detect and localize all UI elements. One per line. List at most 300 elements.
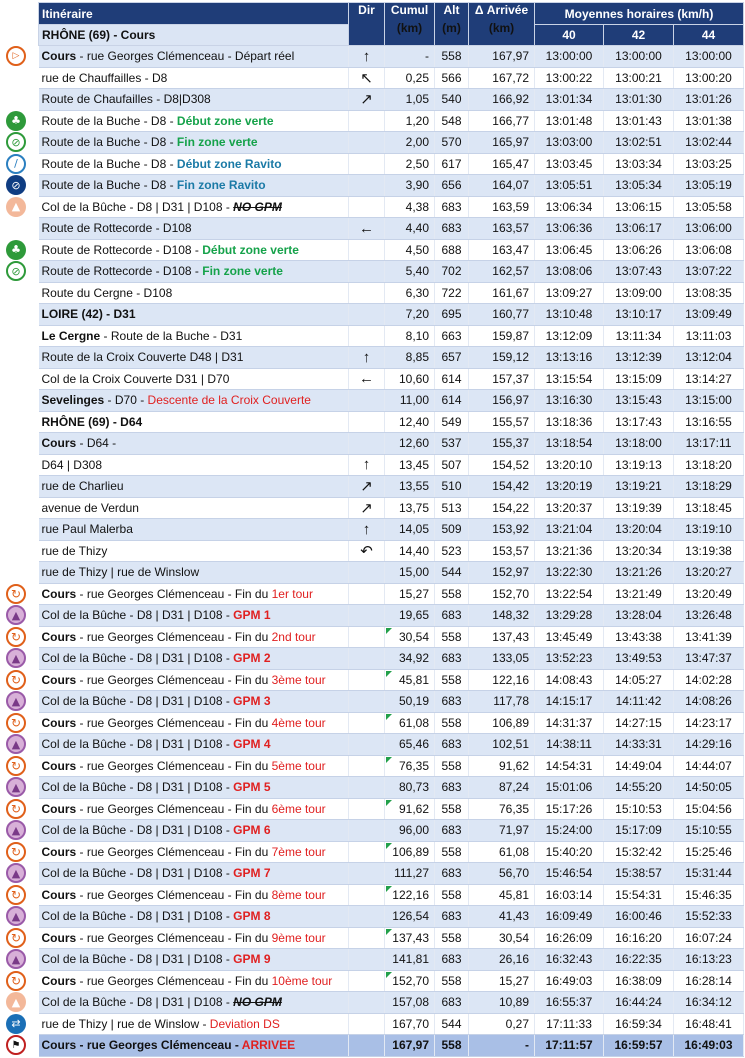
itinerary-text: rue Paul Malerba bbox=[41, 522, 133, 537]
time-40-cell bbox=[535, 691, 604, 713]
altitude-cell bbox=[435, 110, 469, 132]
altitude-cell bbox=[435, 691, 469, 713]
time-42-cell-value: 15:17:09 bbox=[615, 823, 662, 838]
itinerary-text: - rue Georges Clémenceau - Fin du bbox=[76, 715, 272, 730]
arrivee-cell-value: 137,43 bbox=[492, 629, 529, 644]
gpm-icon: ▲ bbox=[6, 734, 26, 754]
time-44-cell bbox=[674, 863, 744, 885]
altitude-cell-value: 683 bbox=[441, 909, 462, 924]
altitude-cell-value: 657 bbox=[441, 350, 462, 365]
arrivee-cell bbox=[469, 153, 535, 175]
itinerary-text: 4ème tour bbox=[271, 715, 326, 730]
time-42-cell bbox=[604, 411, 674, 433]
table-row bbox=[39, 476, 744, 498]
time-42-cell-value: 16:59:34 bbox=[615, 1016, 662, 1031]
time-42-cell bbox=[604, 712, 674, 734]
itinerary-cell bbox=[39, 132, 349, 154]
altitude-cell-value: 614 bbox=[441, 393, 462, 408]
cumul-cell-value: 4,50 bbox=[405, 242, 429, 257]
time-42-cell bbox=[604, 798, 674, 820]
itinerary-cell bbox=[39, 46, 349, 68]
finish-icon: ⚑ bbox=[6, 1035, 26, 1055]
altitude-cell-value: 617 bbox=[441, 156, 462, 171]
time-40-cell bbox=[535, 1013, 604, 1035]
table-row bbox=[39, 175, 744, 197]
direction-cell-value: ↖ bbox=[360, 69, 373, 87]
itinerary-text: Col de la Bûche - D8 | D31 | D108 - bbox=[41, 866, 234, 881]
speed-44-header: 44 bbox=[674, 25, 744, 46]
arrivee-cell-value: 155,57 bbox=[492, 414, 529, 429]
arrivee-cell bbox=[469, 368, 535, 390]
time-44-cell-value: 16:28:14 bbox=[685, 973, 732, 988]
itinerary-text: GPM 1 bbox=[233, 608, 271, 623]
arrivee-cell bbox=[469, 712, 535, 734]
time-40-cell-value: 16:55:37 bbox=[545, 995, 593, 1010]
time-40-cell bbox=[535, 411, 604, 433]
altitude-cell bbox=[435, 476, 469, 498]
itinerary-text: Début zone Ravito bbox=[176, 156, 282, 171]
arrivee-cell-value: 164,07 bbox=[492, 178, 529, 193]
time-44-cell bbox=[674, 368, 744, 390]
altitude-cell bbox=[435, 863, 469, 885]
altitude-cell bbox=[435, 562, 469, 584]
cumul-cell bbox=[385, 175, 435, 197]
time-40-cell bbox=[535, 755, 604, 777]
altitude-cell bbox=[435, 970, 469, 992]
cumul-cell-value: 12,40 bbox=[398, 414, 429, 429]
cumul-cell-value: 30,54 bbox=[398, 629, 429, 644]
time-40-cell bbox=[535, 798, 604, 820]
cumul-cell-value: 4,40 bbox=[405, 221, 429, 236]
arrivee-cell-value: 45,81 bbox=[498, 887, 529, 902]
time-42-cell bbox=[604, 1013, 674, 1035]
direction-cell bbox=[349, 949, 385, 971]
direction-cell bbox=[349, 196, 385, 218]
time-40-cell-value: 13:20:19 bbox=[545, 479, 593, 494]
arrivee-cell bbox=[469, 519, 535, 541]
time-44-cell bbox=[674, 562, 744, 584]
altitude-cell-value: 702 bbox=[441, 264, 462, 279]
arrivee-cell-value: 148,32 bbox=[492, 608, 529, 623]
time-42-cell bbox=[604, 777, 674, 799]
time-40-cell bbox=[535, 476, 604, 498]
arrivee-cell bbox=[469, 540, 535, 562]
itinerary-cell bbox=[39, 605, 349, 627]
itinerary-cell bbox=[39, 497, 349, 519]
altitude-cell-value: 683 bbox=[441, 952, 462, 967]
itinerary-cell bbox=[39, 196, 349, 218]
time-44-cell bbox=[674, 132, 744, 154]
table-row bbox=[39, 798, 744, 820]
itinerary-text: Cours bbox=[41, 672, 77, 687]
cumul-cell-value: 0,25 bbox=[405, 70, 429, 85]
cumul-cell bbox=[385, 239, 435, 261]
cumul-cell-value: 1,05 bbox=[405, 92, 429, 107]
lap-icon: ↻ bbox=[6, 756, 26, 776]
time-42-cell bbox=[604, 261, 674, 283]
cumul-cell bbox=[385, 261, 435, 283]
cumul-cell-value: 14,05 bbox=[398, 522, 429, 537]
arrivee-cell-value: 167,97 bbox=[492, 49, 529, 64]
altitude-cell bbox=[435, 368, 469, 390]
cumul-cell-value: 10,60 bbox=[398, 371, 429, 386]
altitude-cell bbox=[435, 906, 469, 928]
altitude-cell bbox=[435, 841, 469, 863]
cumul-cell bbox=[385, 562, 435, 584]
table-row bbox=[39, 368, 744, 390]
col-header-alt bbox=[435, 3, 469, 46]
itinerary-text: Cours bbox=[41, 930, 77, 945]
time-44-cell-value: 16:07:24 bbox=[685, 930, 732, 945]
direction-cell bbox=[349, 927, 385, 949]
itinerary-text: Col de la Bûche - D8 | D31 | D108 - bbox=[41, 909, 234, 924]
time-42-cell bbox=[604, 497, 674, 519]
arrivee-cell bbox=[469, 1035, 535, 1057]
cumul-cell bbox=[385, 519, 435, 541]
table-row bbox=[39, 712, 744, 734]
direction-cell bbox=[349, 820, 385, 842]
gpm-icon: ▲ bbox=[6, 691, 26, 711]
direction-cell bbox=[349, 863, 385, 885]
table-row bbox=[39, 626, 744, 648]
altitude-cell-value: 683 bbox=[441, 199, 462, 214]
arrivee-cell bbox=[469, 669, 535, 691]
time-40-cell-value: 17:11:57 bbox=[545, 1038, 593, 1053]
time-44-cell-value: 13:47:37 bbox=[685, 651, 732, 666]
arrivee-cell-value: 15,27 bbox=[498, 973, 529, 988]
direction-cell bbox=[349, 368, 385, 390]
time-40-cell-value: 13:16:30 bbox=[545, 393, 593, 408]
itinerary-cell bbox=[39, 583, 349, 605]
cumul-cell bbox=[385, 970, 435, 992]
time-42-cell bbox=[604, 540, 674, 562]
arrivee-cell-value: 153,92 bbox=[492, 522, 529, 537]
cumul-cell-value: 96,00 bbox=[398, 823, 429, 838]
cumul-cell bbox=[385, 411, 435, 433]
time-40-cell bbox=[535, 841, 604, 863]
time-40-cell-value: 16:09:49 bbox=[545, 909, 593, 924]
direction-cell bbox=[349, 562, 385, 584]
direction-cell bbox=[349, 777, 385, 799]
time-44-cell bbox=[674, 411, 744, 433]
time-44-cell-value: 13:05:19 bbox=[685, 178, 732, 193]
cumul-cell-value: 152,70 bbox=[392, 973, 429, 988]
altitude-cell-value: 510 bbox=[441, 479, 462, 494]
table-row bbox=[39, 734, 744, 756]
altitude-cell bbox=[435, 239, 469, 261]
col-icon: ▲ bbox=[6, 992, 26, 1012]
direction-cell bbox=[349, 519, 385, 541]
time-44-cell-value: 13:17:11 bbox=[685, 436, 732, 451]
time-44-cell bbox=[674, 777, 744, 799]
itinerary-text: Col de la Bûche - D8 | D31 | D108 - bbox=[41, 737, 234, 752]
time-44-cell-value: 13:16:55 bbox=[685, 414, 732, 429]
cumul-cell bbox=[385, 626, 435, 648]
cumul-cell bbox=[385, 325, 435, 347]
itinerary-text: Route de Rottecorde - D108 - bbox=[41, 264, 203, 279]
time-42-cell-value: 14:11:42 bbox=[615, 694, 662, 709]
arrivee-cell bbox=[469, 970, 535, 992]
time-40-cell bbox=[535, 734, 604, 756]
direction-cell-value: ↗ bbox=[360, 499, 373, 517]
time-40-cell-value: 13:00:00 bbox=[545, 49, 593, 64]
altitude-cell-value: 570 bbox=[441, 135, 462, 150]
arrivee-cell bbox=[469, 347, 535, 369]
comment-marker bbox=[386, 800, 392, 806]
cumul-cell-value: 167,70 bbox=[392, 1016, 429, 1031]
altitude-cell bbox=[435, 648, 469, 670]
cumul-cell-value: 15,27 bbox=[398, 586, 429, 601]
cumul-cell bbox=[385, 992, 435, 1014]
table-row bbox=[39, 970, 744, 992]
altitude-cell bbox=[435, 755, 469, 777]
time-42-cell bbox=[604, 691, 674, 713]
table-row bbox=[39, 110, 744, 132]
time-44-cell-value: 14:08:26 bbox=[685, 694, 732, 709]
arrivee-cell-value: 122,16 bbox=[492, 672, 529, 687]
arrivee-cell-value: 165,47 bbox=[492, 156, 529, 171]
table-row bbox=[39, 497, 744, 519]
cumul-cell-value: 167,97 bbox=[392, 1038, 429, 1053]
arrivee-cell bbox=[469, 863, 535, 885]
time-40-cell bbox=[535, 132, 604, 154]
direction-cell bbox=[349, 67, 385, 89]
time-44-cell bbox=[674, 970, 744, 992]
time-40-cell-value: 13:01:34 bbox=[545, 92, 593, 107]
time-40-cell bbox=[535, 992, 604, 1014]
direction-cell bbox=[349, 906, 385, 928]
itinerary-text: Deviation DS bbox=[209, 1016, 280, 1031]
altitude-cell-value: 656 bbox=[441, 178, 462, 193]
cumul-cell-value: 13,55 bbox=[398, 479, 429, 494]
cumul-cell bbox=[385, 110, 435, 132]
altitude-cell bbox=[435, 390, 469, 412]
itinerary-text: Col de la Bûche - D8 | D31 | D108 - bbox=[41, 952, 234, 967]
cumul-cell-value: 6,30 bbox=[405, 285, 429, 300]
table-row bbox=[39, 282, 744, 304]
altitude-cell-value: 683 bbox=[441, 823, 462, 838]
comment-marker bbox=[386, 671, 392, 677]
arrivee-cell bbox=[469, 282, 535, 304]
direction-cell bbox=[349, 669, 385, 691]
itinerary-text: ARRIVEE bbox=[241, 1038, 296, 1053]
time-44-cell bbox=[674, 476, 744, 498]
cumul-cell-value: 12,60 bbox=[398, 436, 429, 451]
itinerary-text: RHÔNE (69) - D64 bbox=[41, 414, 143, 429]
time-44-cell-value: 13:19:38 bbox=[685, 543, 732, 558]
itinerary-cell bbox=[39, 89, 349, 111]
cumul-cell bbox=[385, 390, 435, 412]
time-42-cell-value: 13:28:04 bbox=[615, 608, 662, 623]
time-40-cell-value: 14:31:37 bbox=[545, 715, 593, 730]
direction-cell bbox=[349, 454, 385, 476]
col-header-cumul bbox=[385, 3, 435, 46]
time-44-cell-value: 13:11:03 bbox=[685, 328, 732, 343]
itinerary-text: GPM 4 bbox=[233, 737, 271, 752]
speed-40-header: 40 bbox=[535, 25, 604, 46]
time-42-cell bbox=[604, 46, 674, 68]
green-zone-end-icon: ⊘ bbox=[6, 261, 26, 281]
altitude-cell-value: 558 bbox=[441, 49, 462, 64]
col-icon: ▲ bbox=[6, 197, 26, 217]
itinerary-text: - D70 - bbox=[104, 393, 148, 408]
itinerary-text: - rue Georges Clémenceau - Fin du bbox=[76, 586, 272, 601]
itinerary-cell bbox=[39, 454, 349, 476]
altitude-cell-value: 513 bbox=[441, 500, 462, 515]
time-40-cell bbox=[535, 540, 604, 562]
cumul-label: Cumul bbox=[390, 3, 429, 17]
arrivee-cell bbox=[469, 110, 535, 132]
itinerary-cell bbox=[39, 433, 349, 455]
time-44-cell-value: 13:02:44 bbox=[685, 135, 732, 150]
arrivee-cell-value: 133,05 bbox=[492, 651, 529, 666]
altitude-cell bbox=[435, 46, 469, 68]
time-44-cell bbox=[674, 798, 744, 820]
cumul-cell bbox=[385, 648, 435, 670]
time-42-cell-value: 16:16:20 bbox=[615, 930, 662, 945]
arrivee-cell-value: 106,89 bbox=[492, 715, 529, 730]
time-44-cell bbox=[674, 239, 744, 261]
direction-cell bbox=[349, 175, 385, 197]
altitude-cell-value: 548 bbox=[441, 113, 462, 128]
time-42-cell-value: 15:10:53 bbox=[615, 801, 662, 816]
altitude-cell bbox=[435, 669, 469, 691]
table-row bbox=[39, 884, 744, 906]
itinerary-cell bbox=[39, 411, 349, 433]
altitude-cell-value: 544 bbox=[441, 1016, 462, 1031]
itinerary-text: Col de la Croix Couverte D31 | D70 bbox=[41, 371, 230, 386]
arrivee-cell-value: 117,78 bbox=[493, 694, 529, 709]
altitude-cell-value: 683 bbox=[441, 221, 462, 236]
altitude-cell bbox=[435, 540, 469, 562]
altitude-cell-value: 683 bbox=[441, 737, 462, 752]
itinerary-text: Cours bbox=[41, 586, 77, 601]
gpm-icon: ▲ bbox=[6, 777, 26, 797]
time-40-cell-value: 13:20:10 bbox=[545, 457, 593, 472]
time-40-cell-value: 13:18:36 bbox=[545, 414, 593, 429]
time-42-cell bbox=[604, 605, 674, 627]
ravito-end-icon: ⊘ bbox=[6, 175, 26, 195]
time-40-cell bbox=[535, 218, 604, 240]
time-40-cell bbox=[535, 497, 604, 519]
table-row bbox=[39, 196, 744, 218]
time-44-cell-value: 16:34:12 bbox=[685, 995, 732, 1010]
time-44-cell-value: 13:03:25 bbox=[685, 156, 732, 171]
itinerary-text: - rue Georges Clémenceau - Fin du bbox=[76, 629, 272, 644]
altitude-cell-value: 537 bbox=[441, 436, 462, 451]
direction-cell bbox=[349, 347, 385, 369]
altitude-cell-value: 683 bbox=[441, 995, 462, 1010]
arrivee-cell-value: 56,70 bbox=[498, 866, 529, 881]
time-40-cell bbox=[535, 175, 604, 197]
time-40-cell-value: 13:13:16 bbox=[545, 350, 593, 365]
arrivee-cell bbox=[469, 390, 535, 412]
time-42-cell-value: 13:15:09 bbox=[615, 371, 662, 386]
time-40-cell bbox=[535, 970, 604, 992]
itinerary-text: GPM 2 bbox=[233, 651, 271, 666]
time-44-cell-value: 13:07:22 bbox=[685, 264, 732, 279]
itinerary-text: Route de la Buche - D8 - bbox=[41, 113, 177, 128]
direction-cell bbox=[349, 626, 385, 648]
altitude-cell-value: 558 bbox=[441, 629, 462, 644]
time-44-cell-value: 13:20:27 bbox=[685, 565, 732, 580]
altitude-cell bbox=[435, 218, 469, 240]
time-42-cell bbox=[604, 863, 674, 885]
table-row bbox=[39, 239, 744, 261]
time-42-cell-value: 14:27:15 bbox=[615, 715, 662, 730]
arrivee-cell bbox=[469, 132, 535, 154]
arrivee-cell-value: 163,59 bbox=[492, 199, 529, 214]
cumul-cell-value: 61,08 bbox=[398, 715, 429, 730]
arrivee-cell-value: 166,92 bbox=[492, 92, 529, 107]
direction-cell bbox=[349, 841, 385, 863]
cumul-cell bbox=[385, 669, 435, 691]
arrivee-cell bbox=[469, 476, 535, 498]
lap-icon: ↻ bbox=[6, 627, 26, 647]
itinerary-text: 5ème tour bbox=[271, 758, 326, 773]
table-row bbox=[39, 949, 744, 971]
time-44-cell-value: 16:48:41 bbox=[685, 1016, 732, 1031]
cumul-cell bbox=[385, 153, 435, 175]
time-44-cell-value: 16:13:23 bbox=[685, 952, 732, 967]
time-40-cell-value: 13:05:51 bbox=[545, 178, 593, 193]
time-42-cell-value: 14:33:31 bbox=[615, 737, 662, 752]
itinerary-text: - rue Georges Clémenceau - bbox=[76, 1038, 242, 1053]
itinerary-cell bbox=[39, 153, 349, 175]
arrivee-cell-value: 156,97 bbox=[492, 393, 529, 408]
time-44-cell-value: 13:00:00 bbox=[685, 49, 732, 64]
time-42-cell bbox=[604, 390, 674, 412]
time-44-cell-value: 15:04:56 bbox=[685, 801, 732, 816]
altitude-cell bbox=[435, 196, 469, 218]
arrivee-cell-value: 163,47 bbox=[492, 242, 529, 257]
itinerary-cell bbox=[39, 712, 349, 734]
itinerary-text: Le Cergne bbox=[41, 328, 101, 343]
cumul-cell bbox=[385, 734, 435, 756]
itinerary-cell bbox=[39, 691, 349, 713]
direction-cell-value: ← bbox=[359, 370, 374, 388]
arrivee-cell bbox=[469, 906, 535, 928]
arrivee-cell bbox=[469, 89, 535, 111]
altitude-cell-value: 509 bbox=[441, 522, 462, 537]
arrivee-cell bbox=[469, 734, 535, 756]
itinerary-text: Début zone verte bbox=[202, 242, 299, 257]
arrivee-cell bbox=[469, 67, 535, 89]
altitude-cell bbox=[435, 89, 469, 111]
itinerary-text: Cours bbox=[41, 1038, 77, 1053]
time-42-cell bbox=[604, 304, 674, 326]
comment-marker bbox=[386, 843, 392, 849]
region-subtitle: RHÔNE (69) - Cours bbox=[39, 25, 349, 46]
time-40-cell bbox=[535, 927, 604, 949]
time-42-cell-value: 16:38:09 bbox=[615, 973, 662, 988]
time-42-cell-value: 13:02:51 bbox=[615, 135, 662, 150]
cumul-cell bbox=[385, 906, 435, 928]
direction-cell-value: ↑ bbox=[362, 348, 371, 366]
time-44-cell bbox=[674, 347, 744, 369]
direction-cell bbox=[349, 89, 385, 111]
itinerary-text: Col de la Bûche - D8 | D31 | D108 - bbox=[41, 995, 234, 1010]
cumul-cell-value: 15,00 bbox=[398, 565, 429, 580]
time-42-cell bbox=[604, 368, 674, 390]
itinerary-text: 10ème tour bbox=[271, 973, 333, 988]
time-40-cell bbox=[535, 433, 604, 455]
arrivee-cell-value: 91,62 bbox=[498, 758, 529, 773]
itinerary-cell bbox=[39, 992, 349, 1014]
altitude-cell-value: 523 bbox=[441, 543, 462, 558]
arrivee-cell bbox=[469, 261, 535, 283]
arrivee-cell bbox=[469, 626, 535, 648]
